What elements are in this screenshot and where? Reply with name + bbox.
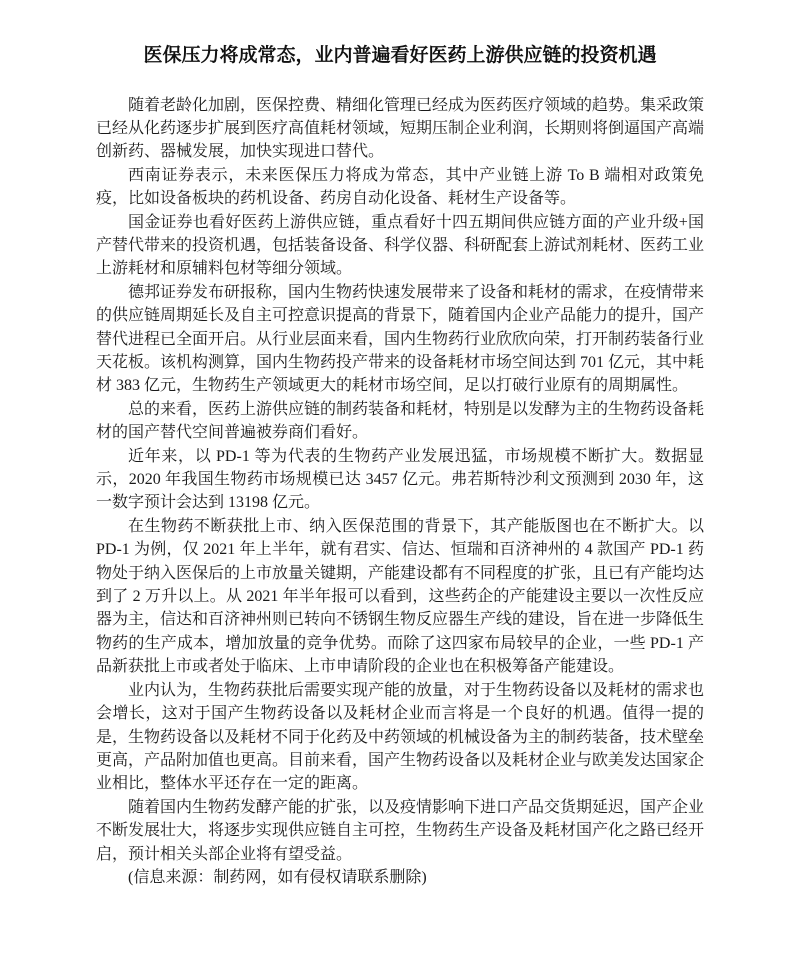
article-paragraph-1: 随着老龄化加剧，医保控费、精细化管理已经成为医药医疗领域的趋势。集采政策已经从化药逐步扩展到医疗高值耗材领域，短期压制企业利润，长期则将倒逼国产高端创新药、器械发展，加快实现进口替代。 <box>96 96 705 161</box>
article-paragraph-7: 在生物药不断获批上市、纳入医保范围的背景下，其产能版图也在不断扩大。以 PD-1 为例，仅 2021 年上半年，就有君实、信达、恒瑞和百济神州的 4 款国产 PD-1 药物处于纳入医保后的上市放量关键期，产能建设都有不同程度的扩张，且已有产能均达到了 2 万升以上。从 2021 年半年报可以看到，这些药企的产能建设主要以一次性反应器为主，信达和百济神州则已转向不锈钢生物反应器生产线的建设，旨在进一步降低生物药的生产成本，增加放量的竞争优势。而除了这四家布局较早的企业，一些 PD-1 产品新获批上市或者处于临床、上市申请阶段的企业也在积极筹备产能建设。 <box>96 517 705 676</box>
article-paragraph-9: 随着国内生物药发酵产能的扩张，以及疫情影响下进口产品交货期延迟，国产企业不断发展壮大，将逐步实现供应链自主可控，生物药生产设备及耗材国产化之路已经开启，预计相关头部企业将有望受益。 <box>96 798 705 863</box>
article-paragraph-3: 国金证券也看好医药上游供应链，重点看好十四五期间供应链方面的产业升级+国产替代带来的投资机遇，包括装备设备、科学仪器、科研配套上游试剂耗材、医药工业上游耗材和原辅料包材等细分领域。 <box>96 213 705 278</box>
article-paragraph-5: 总的来看，医药上游供应链的制药装备和耗材，特别是以发酵为主的生物药设备耗材的国产替代空间普遍被券商们看好。 <box>96 400 705 442</box>
article-paragraph-6: 近年来，以 PD-1 等为代表的生物药产业发展迅猛，市场规模不断扩大。数据显示，2020 年我国生物药市场规模已达 3457 亿元。弗若斯特沙利文预测到 2030 年，这一数字预计会达到 13198 亿元。 <box>96 447 704 512</box>
article-paragraph-2: 西南证券表示，未来医保压力将成为常态，其中产业链上游 To B 端相对政策免疫，比如设备板块的药机设备、药房自动化设备、耗材生产设备等。 <box>96 166 704 208</box>
article-title: 医保压力将成常态，业内普遍看好医药上游供应链的投资机遇 <box>143 45 657 66</box>
article-source-note: (信息来源：制药网，如有侵权请联系删除) <box>128 868 427 886</box>
article-paragraph-8: 业内认为，生物药获批后需要实现产能的放量，对于生物药设备以及耗材的需求也会增长，这对于国产生物药设备以及耗材企业而言将是一个良好的机遇。值得一提的是，生物药设备以及耗材不同于化药及中药领域的机械设备为主的制药装备，技术壁垒更高，产品附加值也更高。目前来看，国产生物药设备以及耗材企业与欧美发达国家企业相比，整体水平还存在一定的距离。 <box>96 681 705 793</box>
article-paragraph-4: 德邦证券发布研报称，国内生物药快速发展带来了设备和耗材的需求，在疫情带来的供应链周期延长及自主可控意识提高的背景下，随着国内企业产品能力的提升，国产替代进程已全面开启。从行业层面来看，国内生物药行业欣欣向荣，打开制药装备行业天花板。该机构测算，国内生物药投产带来的设备耗材市场空间达到 701 亿元，其中耗材 383 亿元，生物药生产领域更大的耗材市场空间，足以打破行业原有的周期属性。 <box>96 283 705 395</box>
